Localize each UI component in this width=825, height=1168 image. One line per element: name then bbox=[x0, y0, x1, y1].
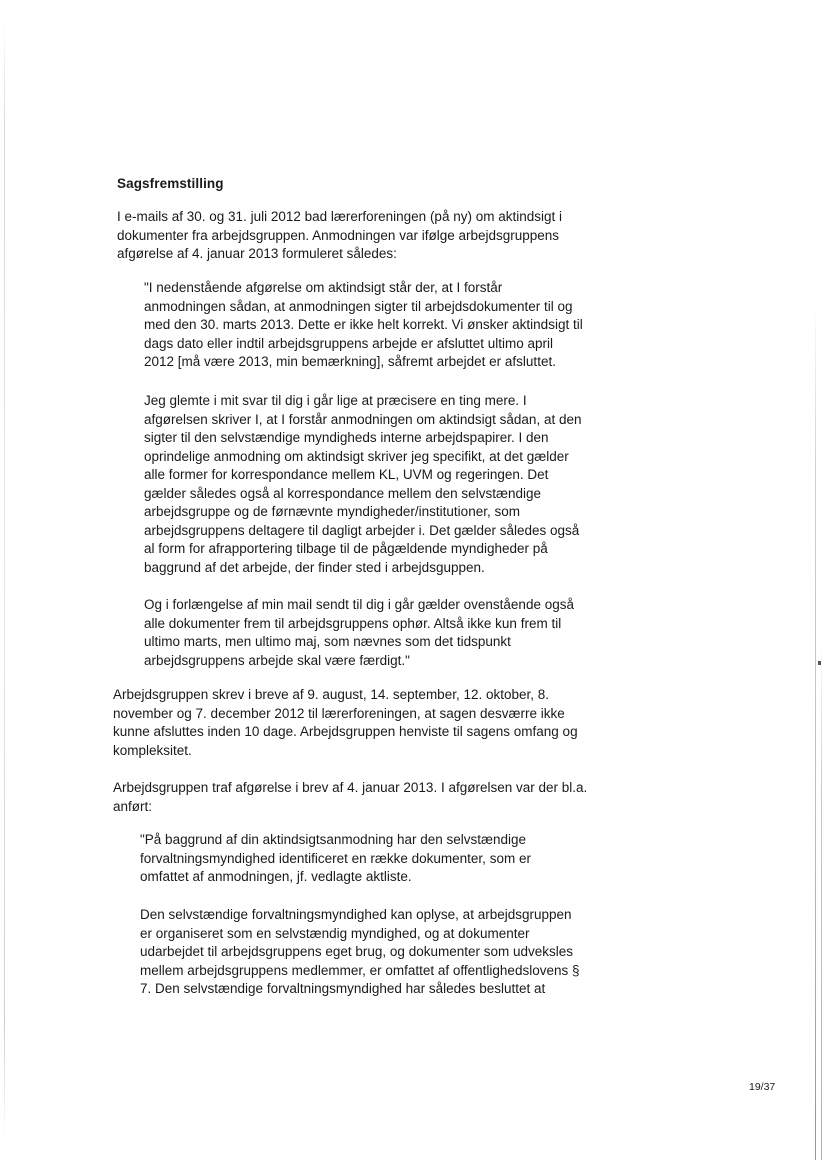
quote-paragraph-5: Den selvstændige forvaltningsmyndighed kan oplyse, at arbejdsgruppen er organiseret som en selvstændig myndighed, og at dokumenter udarbejdet til arbejdsgruppens eget brug, og dokumenter som udveksles mellem arbejdsgruppens medlemmer, er omfattet af offentlighedslovens § 7. Den selvstændige forvaltningsmyndighed har således besluttet at bbox=[140, 907, 580, 996]
paragraph-decision: Arbejdsgruppen traf afgørelse i brev af 4. januar 2013. I afgørelsen var der bl.a. anført: bbox=[113, 780, 588, 814]
paragraph-letters: Arbejdsgruppen skrev i breve af 9. august, 14. september, 12. oktober, 8. november og 7. december 2012 til lærerforeningen, at sagen desværre ikke kunne afsluttes inden 10 dage. Arbejdsgruppen henviste til sagens omfang og kompleksitet. bbox=[113, 687, 578, 758]
section-heading: Sagsfremstilling bbox=[117, 176, 224, 191]
scan-edge-left bbox=[4, 20, 5, 1140]
scan-edge-right-inner bbox=[821, 640, 822, 1160]
scan-speck bbox=[818, 661, 821, 665]
scan-edge-right bbox=[815, 300, 816, 1160]
page-number: 19/37 bbox=[749, 1081, 776, 1093]
quote-paragraph-2: Jeg glemte i mit svar til dig i går lige at præcisere en ting mere. I afgørelsen skriver I, at I forstår anmodningen om aktindsigt sådan, at den sigter til den selvstændige myndigheds interne arbejdspapirer. I den oprindelige anmodning om aktindsigt skriver jeg specifikt, at det gælder alle former for korrespondance mellem KL, UVM og regeringen. Det gælder således også al korrespondance mellem den selvstændige arbejdsgruppe og de førnævnte myndigheder/institutioner, som arbejdsgruppens deltagere til dagligt arbejder i. Det gælder således også al form for afrapportering tilbage til de pågældende myndigheder på baggrund af det arbejde, der finder sted i arbejdsguppen. bbox=[144, 393, 582, 575]
quote-paragraph-1: "I nedenstående afgørelse om aktindsigt står der, at I forstår anmodningen sådan, at anmodningen sigter til arbejdsdokumenter til og med den 30. marts 2013. Dette er ikke helt korrekt. Vi ønsker aktindsigt til dags dato eller indtil arbejdsgruppens arbejde er afsluttet ultimo april 2012 [må være 2013, min bemærkning], såfremt arbejdet er afsluttet. bbox=[144, 280, 583, 369]
quote-paragraph-3: Og i forlængelse af min mail sendt til dig i går gælder ovenstående også alle dokumenter frem til arbejdsgruppens ophør. Altså ikke kun frem til ultimo marts, men ultimo maj, som nævnes som det tidspunkt arbejdsgruppens arbejde skal være færdigt." bbox=[144, 597, 574, 668]
quote-paragraph-4: "På baggrund af din aktindsigtsanmodning har den selvstændige forvaltningsmyndighed identificeret en række dokumenter, som er omfattet af anmodningen, jf. vedlagte aktliste. bbox=[140, 832, 531, 884]
paragraph-intro: I e-mails af 30. og 31. juli 2012 bad lærerforeningen (på ny) om aktindsigt i dokumenter fra arbejdsgruppen. Anmodningen var ifølge arbejdsgruppens afgørelse af 4. januar 2013 formuleret således: bbox=[117, 209, 562, 261]
